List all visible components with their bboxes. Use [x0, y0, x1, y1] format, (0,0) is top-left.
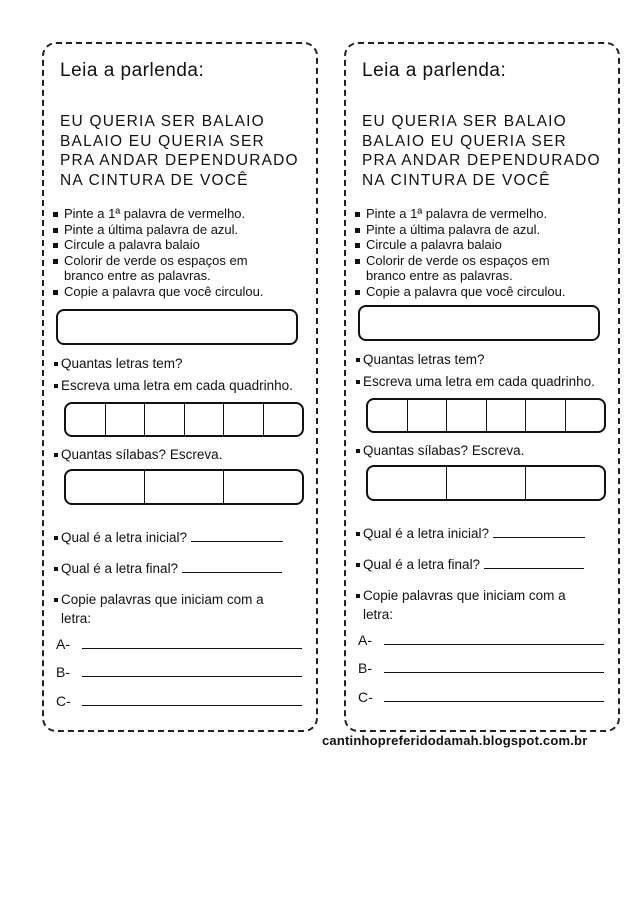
letter-label: B- — [358, 660, 372, 676]
bookmark-card-left — [42, 42, 318, 732]
bullet-icon — [356, 449, 360, 453]
letter-grid[interactable] — [366, 398, 606, 433]
letter-row-b — [56, 664, 302, 680]
syllable-grid[interactable] — [64, 469, 304, 505]
instruction-item: Circule a palavra balaio — [354, 237, 616, 253]
syllable-cell[interactable] — [447, 467, 526, 499]
letter-cell[interactable] — [566, 400, 605, 431]
letter-row-a — [358, 632, 604, 648]
answer-line[interactable] — [493, 537, 585, 538]
question-text: Copie palavras que iniciam com a — [61, 592, 264, 607]
card-title: Leia a parlenda: — [362, 60, 507, 81]
bullet-icon — [356, 594, 360, 598]
bullet-icon — [54, 384, 58, 388]
instruction-item: Pinte a 1ª palavra de vermelho. — [354, 206, 616, 222]
bullet-icon — [54, 536, 58, 540]
answer-line[interactable] — [484, 568, 584, 569]
instruction-item: Pinte a última palavra de azul. — [52, 222, 314, 238]
answer-line[interactable] — [191, 541, 283, 542]
bullet-icon — [54, 567, 58, 571]
bullet-icon — [356, 532, 360, 536]
parlenda-verse — [60, 112, 299, 190]
answer-line[interactable] — [82, 705, 302, 706]
question-text: Quantas letras tem? — [61, 356, 183, 371]
question-text: Qual é a letra final? — [61, 561, 179, 576]
instruction-item: Colorir de verde os espaços em — [354, 253, 616, 269]
letter-cell[interactable] — [185, 404, 225, 435]
letter-cell[interactable] — [526, 400, 566, 431]
letter-cell[interactable] — [224, 404, 264, 435]
question-final-letter — [54, 561, 282, 576]
bullet-icon — [54, 453, 58, 457]
instruction-item: Pinte a 1ª palavra de vermelho. — [52, 206, 314, 222]
syllable-cell[interactable] — [145, 471, 224, 503]
syllable-cell[interactable] — [66, 471, 145, 503]
instruction-item-continued: branco entre as palavras. — [64, 268, 211, 283]
answer-line[interactable] — [384, 701, 604, 702]
question-text: Escreva uma letra em cada quadrinho. — [61, 378, 293, 393]
question-text: Quantas letras tem? — [363, 352, 485, 367]
letter-cell[interactable] — [264, 404, 303, 435]
bullet-icon — [356, 380, 360, 384]
verse-line: PRA ANDAR DEPENDURADO — [362, 152, 601, 169]
verse-line: BALAIO EU QUERIA SER — [362, 132, 567, 150]
syllable-grid[interactable] — [366, 465, 606, 501]
copy-word-box[interactable] — [56, 309, 298, 345]
answer-line[interactable] — [182, 572, 282, 573]
letter-cell[interactable] — [368, 400, 408, 431]
letter-cell[interactable] — [106, 404, 146, 435]
verse-line: BALAIO EU QUERIA SER — [60, 132, 265, 150]
letter-cell[interactable] — [145, 404, 185, 435]
question-syllables — [356, 443, 524, 458]
question-text: Quantas sílabas? Escreva. — [363, 443, 525, 458]
question-initial-letter — [356, 526, 585, 541]
verse-line: EU QUERIA SER BALAIO — [60, 113, 265, 130]
answer-line[interactable] — [82, 676, 302, 677]
question-text: Qual é a letra final? — [363, 557, 481, 572]
instruction-item: Colorir de verde os espaços em — [52, 253, 314, 269]
verse-line: PRA ANDAR DEPENDURADO — [60, 152, 299, 169]
bullet-icon — [356, 358, 360, 362]
instruction-item-continued: branco entre as palavras. — [366, 268, 513, 283]
verse-line: EU QUERIA SER BALAIO — [362, 113, 567, 130]
question-text: Escreva uma letra em cada quadrinho. — [363, 374, 595, 389]
letter-row-c — [56, 693, 302, 709]
question-write-letters — [356, 374, 595, 389]
letter-label: A- — [358, 632, 372, 648]
answer-line[interactable] — [384, 672, 604, 673]
verse-line: NA CINTURA DE VOCÊ — [362, 171, 551, 189]
bookmark-card-right — [344, 42, 620, 732]
instruction-list — [354, 206, 616, 299]
letter-cell[interactable] — [447, 400, 487, 431]
instruction-item: Copie a palavra que você circulou. — [354, 284, 616, 300]
question-text: letra: — [61, 611, 92, 626]
question-final-letter — [356, 557, 584, 572]
letter-label: C- — [56, 693, 71, 709]
letter-cell[interactable] — [487, 400, 527, 431]
question-text: Copie palavras que iniciam com a — [363, 588, 566, 603]
blog-credit: cantinhopreferidodamah.blogspot.com.br — [322, 733, 588, 748]
syllable-cell[interactable] — [224, 471, 302, 503]
instruction-list — [52, 206, 314, 299]
answer-line[interactable] — [384, 644, 604, 645]
letter-row-a — [56, 636, 302, 652]
answer-line[interactable] — [82, 648, 302, 649]
question-initial-letter — [54, 530, 283, 545]
syllable-cell[interactable] — [368, 467, 447, 499]
letter-row-b — [358, 660, 604, 676]
card-title: Leia a parlenda: — [60, 60, 205, 81]
instruction-item: Pinte a última palavra de azul. — [354, 222, 616, 238]
syllable-cell[interactable] — [526, 467, 604, 499]
question-text: Qual é a letra inicial? — [363, 526, 490, 541]
question-text: Qual é a letra inicial? — [61, 530, 188, 545]
question-text: Quantas sílabas? Escreva. — [61, 447, 223, 462]
bullet-icon — [54, 362, 58, 366]
question-text: letra: — [363, 607, 394, 622]
question-copy-words — [54, 590, 264, 628]
instruction-item: Copie a palavra que você circulou. — [52, 284, 314, 300]
parlenda-verse — [362, 112, 601, 190]
letter-cell[interactable] — [408, 400, 448, 431]
letter-label: C- — [358, 689, 373, 705]
question-write-letters — [54, 378, 293, 393]
question-letter-count — [356, 352, 485, 367]
question-letter-count — [54, 356, 183, 371]
letter-row-c — [358, 689, 604, 705]
instruction-item: Circule a palavra balaio — [52, 237, 314, 253]
letter-label: A- — [56, 636, 70, 652]
copy-word-box[interactable] — [358, 305, 600, 341]
bullet-icon — [356, 563, 360, 567]
question-copy-words — [356, 586, 566, 624]
verse-line: NA CINTURA DE VOCÊ — [60, 171, 249, 189]
question-syllables — [54, 447, 222, 462]
letter-cell[interactable] — [66, 404, 106, 435]
letter-label: B- — [56, 664, 70, 680]
bullet-icon — [54, 598, 58, 602]
letter-grid[interactable] — [64, 402, 304, 437]
